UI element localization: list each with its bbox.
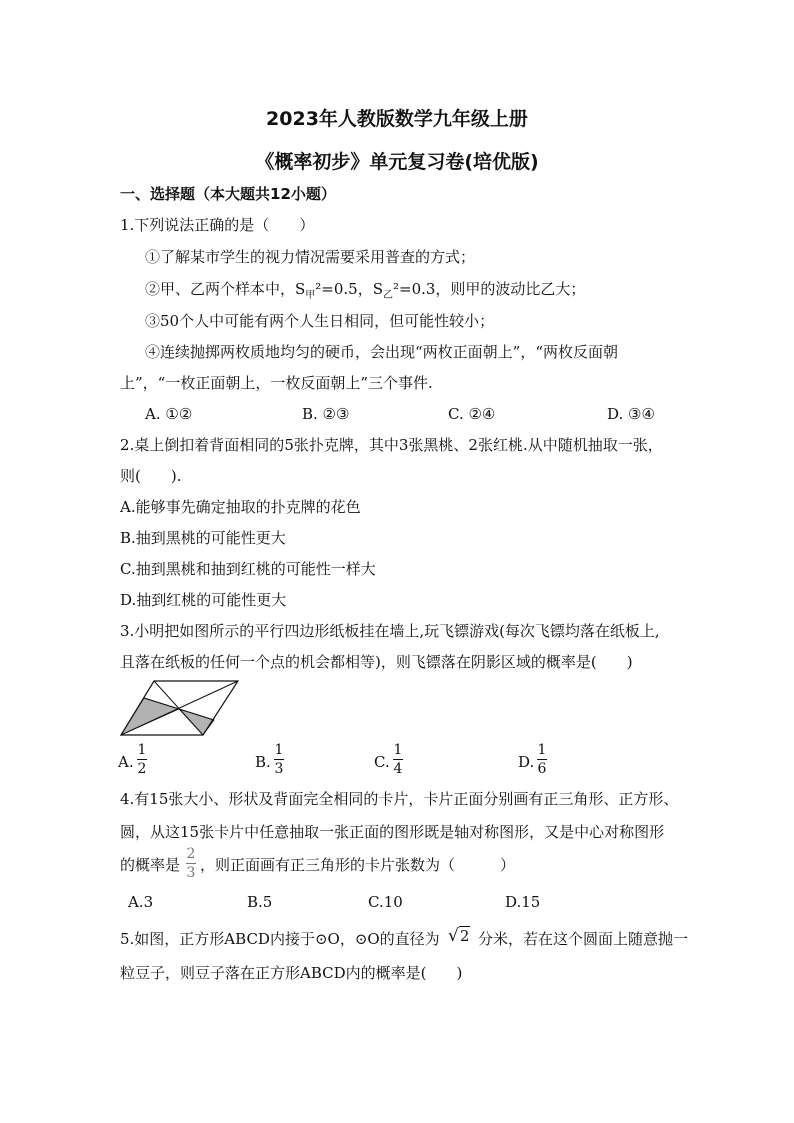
section-heading: 一、选择题（本大题共12小题） (120, 185, 336, 203)
sqrt-symbol: √ (448, 926, 459, 946)
shaded-triangle-right (179, 709, 214, 735)
q1-statement-2: ②甲、乙两个样本中，$S_甲^2=0.5$，$S_乙^2=0.3$，则甲的波动比乙大； (145, 280, 586, 301)
q4-option-a: A.3 (128, 893, 154, 911)
q3-option-d-label: D. (518, 753, 535, 771)
q4-stem-c-pre: 的概率是 (120, 856, 181, 874)
q4-option-d: D.15 (505, 893, 541, 911)
q3-stem-b: 且落在纸板的任何一个点的机会都相等)，则飞镖落在阴影区域的概率是( ) (120, 653, 633, 671)
q1-option-d: D. ③④ (607, 405, 655, 423)
q3-option-c-fraction: 1 4 (393, 742, 403, 777)
q3-stem-a: 3.小明把如图所示的平行四边形纸板挂在墙上,玩飞镖游戏(每次飞镖均落在纸板上, (120, 622, 660, 640)
q5-stem-a-post: 分米，若在这个圆面上随意抛一 (478, 930, 689, 948)
q2-option-d: D.抽到红桃的可能性更大 (120, 591, 287, 609)
sqrt-two (448, 926, 470, 946)
shaded-triangle-left (121, 698, 179, 735)
q4-stem-c-post: ，则正面画有正三角形的卡片张数为（ ） (200, 856, 516, 874)
q1-option-c: C. ②④ (448, 405, 496, 423)
q1-option-a: A. ①② (145, 405, 193, 423)
q4-option-c: C.10 (368, 893, 403, 911)
q1-statement-3: ③50个人中可能有两个人生日相同，但可能性较小； (145, 312, 495, 330)
q1-statement-1: ①了解某市学生的视力情况需要采用普查的方式； (145, 248, 476, 266)
q3-option-a-label: A. (118, 753, 134, 771)
q2-option-a: A.能够事先确定抽取的扑克牌的花色 (120, 498, 361, 516)
q4-stem-b: 圆，从这15张卡片中任意抽取一张正面的图形既是轴对称图形，又是中心对称图形 (120, 823, 665, 841)
q1-statement-4b: 上”，“一枚正面朝上，一枚反面朝上”三个事件. (120, 374, 433, 392)
q4-probability-fraction: 2 3 (186, 846, 196, 881)
q3-option-b-fraction: 1 3 (274, 742, 284, 777)
q5-stem-b: 粒豆子，则豆子落在正方形ABCD内的概率是( ) (120, 964, 463, 982)
q2-option-c: C.抽到黑桃和抽到红桃的可能性一样大 (120, 560, 376, 578)
q2-option-b: B.抽到黑桃的可能性更大 (120, 529, 286, 547)
q3-option-b-label: B. (255, 753, 271, 771)
q2-stem-b: 则( ). (120, 467, 182, 485)
q1-statement-4a: ④连续抛掷两枚质地均匀的硬币，会出现“两枚正面朝上”，“两枚反面朝 (145, 343, 619, 361)
q3-option-d-fraction: 1 6 (537, 742, 547, 777)
document-title: 2023年人教版数学九年级上册 (266, 108, 528, 130)
q2-stem-a: 2.桌上倒扣着背面相同的5张扑克牌，其中3张黑桃、2张红桃.从中随机抽取一张， (120, 436, 663, 454)
q5-stem-a-pre: 5.如图，正方形ABCD内接于⊙O，⊙O的直径为 (120, 930, 440, 948)
document-subtitle: 《概率初步》单元复习卷(培优版) (255, 151, 539, 173)
parallelogram-figure (118, 678, 242, 738)
q4-stem-a: 4.有15张大小、形状及背面完全相同的卡片，卡片正面分别画有正三角形、正方形、 (120, 790, 679, 808)
q3-option-c-label: C. (374, 753, 390, 771)
q3-option-a-fraction: 1 2 (137, 742, 147, 777)
q1-stem: 1.下列说法正确的是（ ） (120, 216, 315, 234)
sqrt-radicand: 2 (459, 927, 470, 945)
q1-option-b: B. ②③ (302, 405, 350, 423)
q4-option-b: B.5 (247, 893, 273, 911)
